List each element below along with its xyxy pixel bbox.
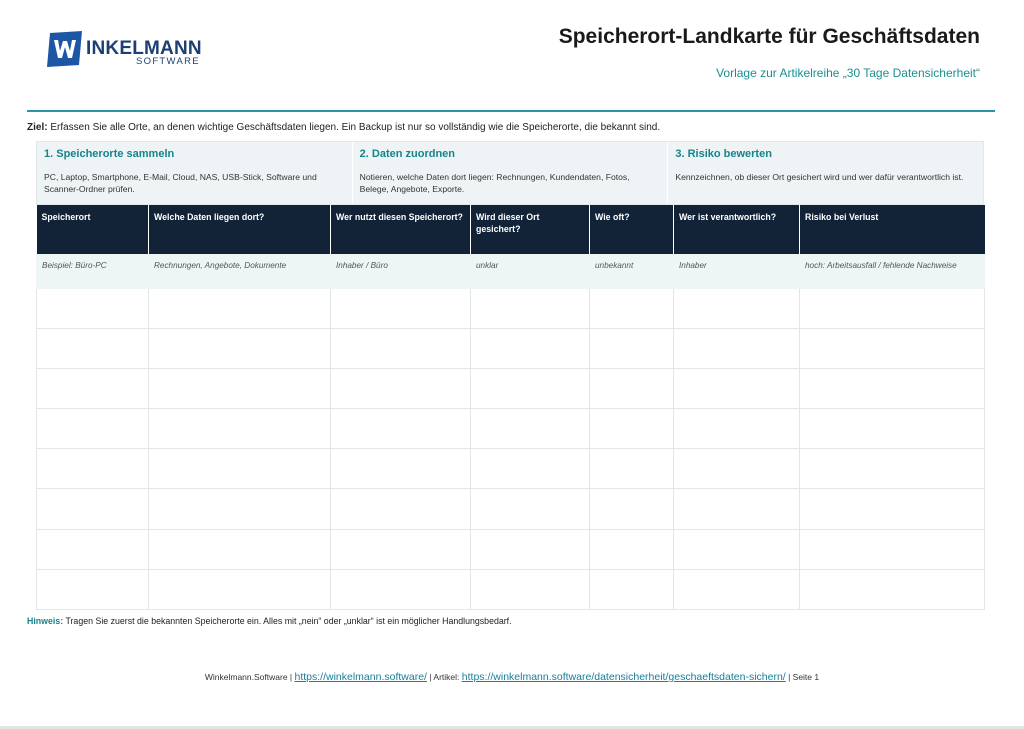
empty-cell[interactable] xyxy=(37,368,149,408)
empty-cell[interactable] xyxy=(800,288,985,328)
empty-cell[interactable] xyxy=(674,409,800,449)
empty-cell[interactable] xyxy=(800,449,985,489)
empty-cell[interactable] xyxy=(37,569,149,609)
example-cell: unbekannt xyxy=(590,254,674,288)
empty-cell[interactable] xyxy=(37,409,149,449)
storage-location-table xyxy=(36,205,985,610)
empty-cell[interactable] xyxy=(331,409,471,449)
empty-cell[interactable] xyxy=(149,489,331,529)
example-cell: hoch: Arbeitsausfall / fehlende Nachweise xyxy=(800,254,985,288)
empty-cell[interactable] xyxy=(37,328,149,368)
company-logo xyxy=(46,30,206,70)
table-row xyxy=(37,449,985,489)
empty-cell[interactable] xyxy=(674,449,800,489)
empty-cell[interactable] xyxy=(674,569,800,609)
empty-cell[interactable] xyxy=(331,288,471,328)
empty-cell[interactable] xyxy=(149,288,331,328)
goal-paragraph xyxy=(27,122,660,133)
empty-cell[interactable] xyxy=(331,529,471,569)
empty-cell[interactable] xyxy=(37,529,149,569)
footer-article-link[interactable]: https://winkelmann.software/datensicherheit/geschaeftsdaten-sichern/ xyxy=(461,671,786,683)
empty-cell[interactable] xyxy=(331,489,471,529)
example-cell: unklar xyxy=(471,254,590,288)
empty-cell[interactable] xyxy=(331,569,471,609)
empty-cell[interactable] xyxy=(37,288,149,328)
example-cell: Inhaber / Büro xyxy=(331,254,471,288)
table-row xyxy=(37,529,985,569)
empty-cell[interactable] xyxy=(674,328,800,368)
step-2 xyxy=(353,142,669,204)
column-header: Welche Daten liegen dort? xyxy=(149,205,331,254)
empty-cell[interactable] xyxy=(149,368,331,408)
example-cell: Inhaber xyxy=(674,254,800,288)
hint-paragraph xyxy=(27,616,512,626)
column-header: Risiko bei Verlust xyxy=(800,205,985,254)
empty-cell[interactable] xyxy=(800,569,985,609)
empty-cell[interactable] xyxy=(674,529,800,569)
empty-cell[interactable] xyxy=(800,409,985,449)
example-row xyxy=(37,254,985,288)
page-footer xyxy=(0,671,1024,683)
hint-label: Hinweis: xyxy=(27,616,64,626)
step-title: 2. Daten zuordnen xyxy=(359,148,456,160)
table-row xyxy=(37,489,985,529)
footer-article-label: | Artikel: xyxy=(426,672,462,682)
empty-cell[interactable] xyxy=(149,449,331,489)
empty-cell[interactable] xyxy=(590,288,674,328)
empty-cell[interactable] xyxy=(590,449,674,489)
table-row xyxy=(37,328,985,368)
step-text: PC, Laptop, Smartphone, E-Mail, Cloud, NAS, USB-Stick, Software und Scanner-Ordner prüfen. xyxy=(44,172,317,194)
empty-cell[interactable] xyxy=(590,569,674,609)
column-header: Wer nutzt diesen Speicherort? xyxy=(331,205,471,254)
column-header: Wie oft? xyxy=(590,205,674,254)
step-text: Notieren, welche Daten dort liegen: Rechnungen, Kundendaten, Fotos, Belege, Angebote, Exporte. xyxy=(359,172,630,194)
header-divider xyxy=(27,110,995,112)
empty-cell[interactable] xyxy=(800,328,985,368)
empty-cell[interactable] xyxy=(471,288,590,328)
empty-cell[interactable] xyxy=(331,368,471,408)
page-subtitle: Vorlage zur Artikelreihe „30 Tage Datensicherheit“ xyxy=(716,66,980,80)
goal-text: Erfassen Sie alle Orte, an denen wichtige Geschäftsdaten liegen. Ein Backup ist nur so vollständig wie die Speicherorte, die bekannt sind. xyxy=(47,122,661,133)
empty-cell[interactable] xyxy=(471,409,590,449)
column-header: Wird dieser Ort gesichert? xyxy=(471,205,590,254)
empty-cell[interactable] xyxy=(674,288,800,328)
empty-cell[interactable] xyxy=(471,569,590,609)
empty-cell[interactable] xyxy=(149,529,331,569)
example-cell: Beispiel: Büro-PC xyxy=(37,254,149,288)
column-header: Speicherort xyxy=(37,205,149,254)
empty-cell[interactable] xyxy=(331,449,471,489)
step-text: Kennzeichnen, ob dieser Ort gesichert wird und wer dafür verantwortlich ist. xyxy=(675,172,964,182)
empty-cell[interactable] xyxy=(471,529,590,569)
column-header: Wer ist verantwortlich? xyxy=(674,205,800,254)
empty-cell[interactable] xyxy=(590,409,674,449)
empty-cell[interactable] xyxy=(471,449,590,489)
winkelmann-w-icon xyxy=(46,31,84,67)
table-row xyxy=(37,368,985,408)
empty-cell[interactable] xyxy=(590,328,674,368)
empty-cell[interactable] xyxy=(149,328,331,368)
empty-cell[interactable] xyxy=(590,368,674,408)
logo-subtitle: SOFTWARE xyxy=(136,56,200,67)
example-cell: Rechnungen, Angebote, Dokumente xyxy=(149,254,331,288)
empty-cell[interactable] xyxy=(590,489,674,529)
empty-cell[interactable] xyxy=(800,489,985,529)
empty-cell[interactable] xyxy=(674,489,800,529)
table-header-row xyxy=(37,205,985,254)
step-3 xyxy=(668,142,983,204)
table-row xyxy=(37,569,985,609)
step-1 xyxy=(37,142,353,204)
step-title: 1. Speicherorte sammeln xyxy=(44,148,175,160)
empty-cell[interactable] xyxy=(471,368,590,408)
page-title: Speicherort-Landkarte für Geschäftsdaten xyxy=(558,25,980,48)
table-row xyxy=(37,409,985,449)
empty-cell[interactable] xyxy=(37,489,149,529)
table-row xyxy=(37,288,985,328)
steps-panel xyxy=(36,141,984,205)
empty-cell[interactable] xyxy=(149,409,331,449)
empty-cell[interactable] xyxy=(674,368,800,408)
empty-cell[interactable] xyxy=(331,328,471,368)
step-title: 3. Risiko bewerten xyxy=(675,148,772,160)
empty-cell[interactable] xyxy=(800,368,985,408)
empty-cell[interactable] xyxy=(800,529,985,569)
footer-brand: Winkelmann.Software | xyxy=(204,672,295,682)
empty-cell[interactable] xyxy=(149,569,331,609)
goal-label: Ziel: xyxy=(27,122,48,133)
hint-text: Tragen Sie zuerst die bekannten Speicherorte ein. Alles mit „nein“ oder „unklar“ ist ein möglicher Handlungsbedarf. xyxy=(63,616,512,626)
empty-cell[interactable] xyxy=(590,529,674,569)
logo-wordmark: INKELMANN xyxy=(86,38,202,59)
empty-cell[interactable] xyxy=(37,449,149,489)
footer-page-number: | Seite 1 xyxy=(785,672,820,682)
empty-cell[interactable] xyxy=(471,328,590,368)
footer-site-link[interactable]: https://winkelmann.software/ xyxy=(294,671,427,683)
empty-cell[interactable] xyxy=(471,489,590,529)
